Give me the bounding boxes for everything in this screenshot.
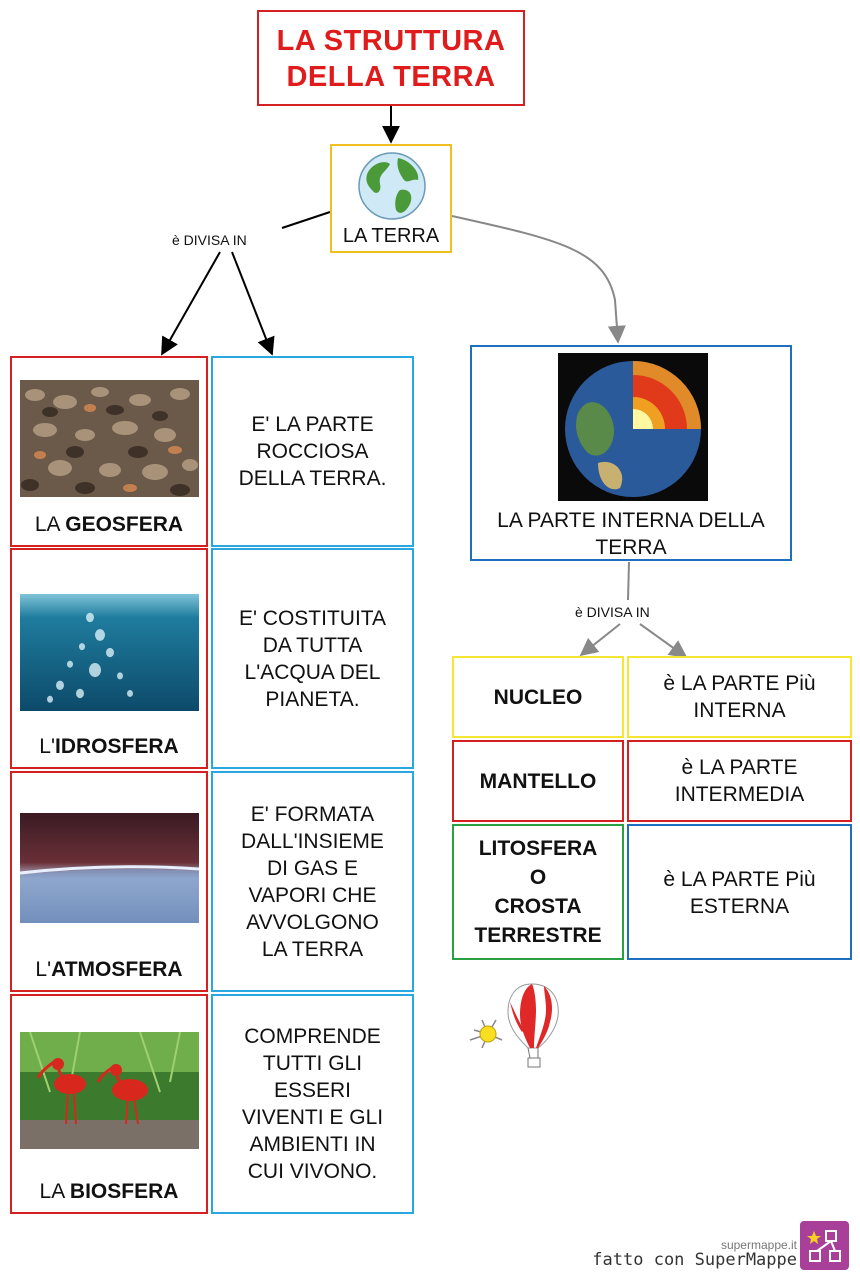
interna-label: LA PARTE INTERNA DELLA TERRA [497,509,765,559]
layer-description-litosfera: è LA PARTE Più ESTERNA [627,824,852,960]
sphere-caption: LA BIOSFERA [39,1180,179,1203]
footer-site[interactable]: supermappe.it [720,1238,797,1252]
layer-name-nucleo[interactable]: NUCLEO [452,656,624,738]
node-parte-interna[interactable] [470,345,792,561]
link-label-right: è DIVISA IN [575,604,650,620]
node-terra[interactable] [330,144,452,253]
balloon-sun-icon [462,980,564,1072]
sphere-card-idrosfera[interactable] [10,548,208,769]
sphere-description-biosfera: COMPRENDE TUTTI GLI ESSERI VIVENTI E GLI AMBIENTI IN CUI VIVONO. [211,994,414,1214]
sphere-caption: LA GEOSFERA [34,513,184,536]
sphere-description-atmosfera: E' FORMATA DALL'INSIEME DI GAS E VAPORI CHE AVVOLGONO LA TERRA [211,771,414,992]
layer-name-mantello[interactable]: MANTELLO [452,740,624,822]
earth-core-image [558,353,708,501]
sphere-description-geosfera: E' LA PARTE ROCCIOSA DELLA TERRA. [211,356,414,547]
layer-description-nucleo: è LA PARTE Più INTERNA [627,656,852,738]
supermappe-logo-icon[interactable] [800,1221,849,1270]
link-label-left: è DIVISA IN [172,232,247,248]
ibis-image [20,1032,199,1149]
footer-made-with: fatto con SuperMappe [592,1250,797,1270]
pebbles-image [20,380,199,497]
sphere-caption: L'IDROSFERA [39,735,179,758]
atmosphere-image [20,813,199,923]
underwater-image [20,594,199,711]
terra-label: LA TERRA [342,225,440,247]
globe-icon [356,150,428,222]
sphere-card-atmosfera[interactable] [10,771,208,992]
sphere-description-idrosfera: E' COSTITUITA DA TUTTA L'ACQUA DEL PIANETA. [211,548,414,769]
sphere-caption: L'ATMOSFERA [35,958,183,981]
map-title: LA STRUTTURA DELLA TERRA [257,10,525,106]
layer-name-litosfera[interactable]: LITOSFERA O CROSTA TERRESTRE [452,824,624,960]
sphere-card-geosfera[interactable] [10,356,208,547]
layer-description-mantello: è LA PARTE INTERMEDIA [627,740,852,822]
sphere-card-biosfera[interactable] [10,994,208,1214]
